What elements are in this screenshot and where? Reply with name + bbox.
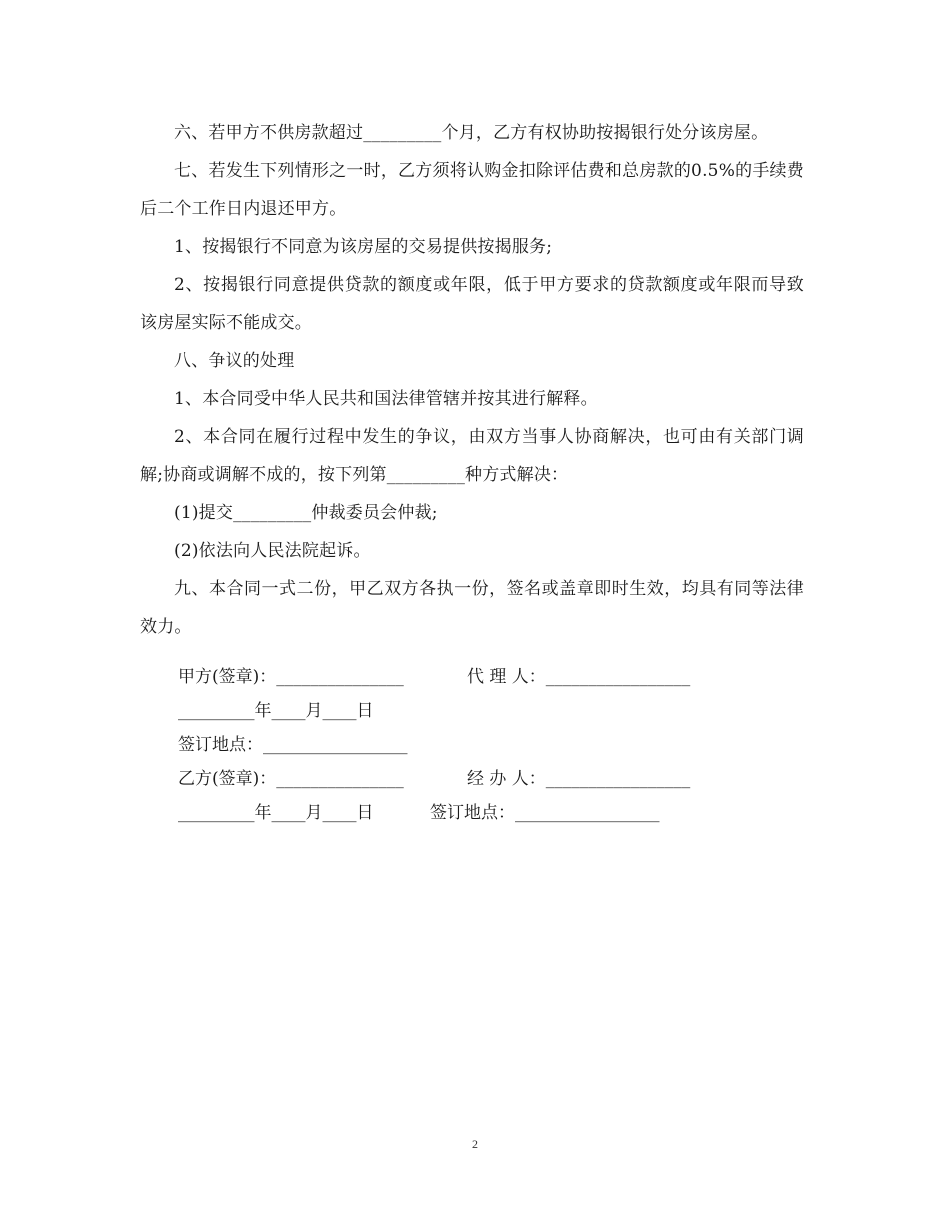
signature-block [178,660,778,830]
signature-row-date-1 [178,694,778,728]
clause-six: 六、若甲方不供房款超过_________个月，乙方有权协助按揭银行处分该房屋。 [174,123,769,143]
handler-signature-field: 经 办 人：_________________ [467,769,691,789]
signature-row-party-a [178,660,778,694]
signature-row-party-b [178,762,778,796]
signature-row-date-2 [178,796,778,830]
signature-row-place-1 [178,728,778,762]
signing-place-field-2: 签订地点：_________________ [430,803,660,823]
clause-seven-item-1: 1、按揭银行不同意为该房屋的交易提供按揭服务; [174,237,553,257]
contract-body [140,114,804,646]
clause-seven-item-2: 2、按揭银行同意提供贷款的额度或年限，低于甲方要求的贷款额度或年限而导致该房屋实际不能成交。 [140,275,804,333]
clause-nine: 九、本合同一式二份，甲乙双方各执一份，签名或盖章即时生效，均具有同等法律效力。 [140,579,804,637]
dispute-option-2: (2)依法向人民法院起诉。 [174,541,371,561]
dispute-option-1: (1)提交_________仲裁委员会仲裁; [174,503,438,523]
clause-eight-heading: 八、争议的处理 [174,351,295,371]
party-b-signature-field: 乙方(签章)：_______________ [178,769,404,789]
party-a-signature-field: 甲方(签章)：_______________ [178,667,404,687]
date-field-1: _________年____月____日 [178,701,374,721]
clause-eight-item-2: 2、本合同在履行过程中发生的争议，由双方当事人协商解决，也可由有关部门调解;协商或调解不成的，按下列第_________种方式解决： [140,427,804,485]
clause-seven: 七、若发生下列情形之一时，乙方须将认购金扣除评估费和总房款的0.5%的手续费后二个工作日内退还甲方。 [140,161,804,219]
date-field-2: _________年____月____日 [178,803,374,823]
clause-eight-item-1: 1、本合同受中华人民共和国法律管辖并按其进行解释。 [174,389,598,409]
agent-signature-field: 代 理 人：_________________ [467,667,691,687]
signing-place-field-1: 签订地点：_________________ [178,735,408,755]
page-number: 2 [472,1137,478,1151]
